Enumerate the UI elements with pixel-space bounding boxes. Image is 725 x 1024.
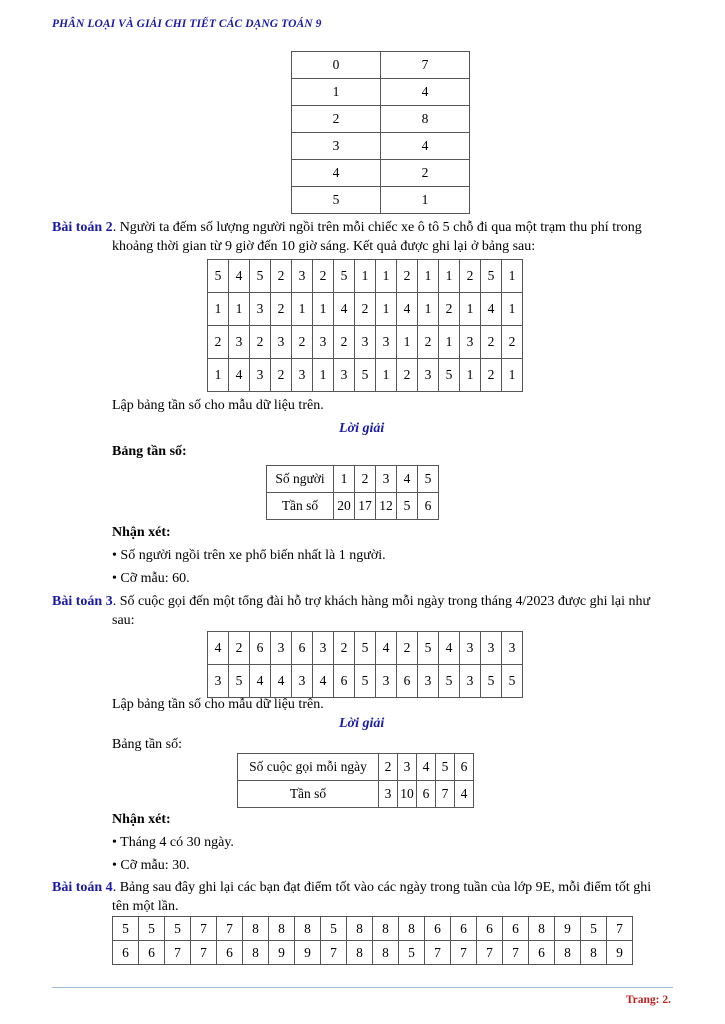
- grid-cell: 5: [229, 665, 250, 698]
- table-row: [208, 665, 523, 698]
- grid-cell: 1: [502, 359, 523, 392]
- grid-cell: 4: [250, 665, 271, 698]
- grid-cell: 2: [292, 326, 313, 359]
- problem-2-line-2: khoảng thời gian từ 9 giờ đến 10 giờ sáng. Kết quả được ghi lại ở bảng sau:: [112, 239, 536, 254]
- grid-cell: 8: [269, 917, 295, 941]
- grid-cell: 5: [502, 665, 523, 698]
- table-row: [113, 941, 633, 965]
- grid-cell: 2: [397, 260, 418, 293]
- table-row: [292, 133, 470, 160]
- problem-2-task: Lập bảng tần số cho mẫu dữ liệu trên.: [112, 398, 324, 413]
- grid-cell: 4: [313, 665, 334, 698]
- grid-cell: 7: [503, 941, 529, 965]
- grid-cell: 3: [313, 326, 334, 359]
- table-cell: 4: [381, 79, 470, 106]
- problem-2-remark-2: • Cỡ mẫu: 60.: [112, 571, 190, 586]
- grid-cell: 6: [529, 941, 555, 965]
- grid-cell: 5: [355, 359, 376, 392]
- grid-cell: 1: [376, 359, 397, 392]
- grid-cell: 8: [243, 917, 269, 941]
- grid-cell: 3: [502, 632, 523, 665]
- grid-cell: 7: [321, 941, 347, 965]
- grid-cell: 6: [477, 917, 503, 941]
- grid-cell: 3: [229, 326, 250, 359]
- table-cell: 3: [379, 781, 398, 808]
- problem-3-solution-heading: Lời giải: [339, 716, 385, 731]
- grid-cell: 1: [439, 260, 460, 293]
- problem-4-line-1: Bài toán 4. Bảng sau đây ghi lại các bạn đạt điểm tốt vào các ngày trong tuần của lớp 9E, mỗi điểm tốt ghi: [52, 880, 652, 895]
- table-cell: 1: [334, 466, 355, 493]
- problem-2-frequency-table: [266, 465, 439, 520]
- problem-2-line-1: Bài toán 2. Người ta đếm số lượng người ngồi trên mỗi chiếc xe ô tô 5 chỗ đi qua một trạm thu phí trong: [52, 220, 642, 235]
- table-cell: 5: [418, 466, 439, 493]
- problem-3-remark-1: • Tháng 4 có 30 ngày.: [112, 835, 234, 850]
- grid-cell: 1: [418, 293, 439, 326]
- grid-cell: 8: [529, 917, 555, 941]
- grid-cell: 2: [502, 326, 523, 359]
- table-cell: 4: [292, 160, 381, 187]
- grid-cell: 1: [460, 293, 481, 326]
- grid-cell: 2: [229, 632, 250, 665]
- grid-cell: 2: [439, 293, 460, 326]
- grid-cell: 3: [292, 665, 313, 698]
- grid-cell: 1: [439, 326, 460, 359]
- grid-cell: 8: [373, 917, 399, 941]
- grid-cell: 6: [292, 632, 313, 665]
- problem-2-solution-heading: Lời giải: [339, 421, 385, 436]
- problem-2-remark-title: Nhận xét:: [112, 525, 171, 540]
- grid-cell: 2: [271, 260, 292, 293]
- grid-cell: 2: [397, 632, 418, 665]
- grid-cell: 3: [334, 359, 355, 392]
- table-cell: 7: [436, 781, 455, 808]
- table-row: [208, 326, 523, 359]
- grid-cell: 6: [113, 941, 139, 965]
- grid-cell: 1: [397, 326, 418, 359]
- grid-cell: 2: [481, 359, 502, 392]
- problem-4-data-grid: [112, 916, 633, 965]
- table-cell: 1: [292, 79, 381, 106]
- grid-cell: 3: [271, 326, 292, 359]
- grid-cell: 4: [334, 293, 355, 326]
- grid-cell: 3: [418, 665, 439, 698]
- grid-cell: 6: [217, 941, 243, 965]
- grid-cell: 1: [376, 293, 397, 326]
- grid-cell: 3: [355, 326, 376, 359]
- grid-cell: 8: [373, 941, 399, 965]
- grid-cell: 4: [376, 632, 397, 665]
- grid-cell: 5: [355, 665, 376, 698]
- table-cell: 0: [292, 52, 381, 79]
- grid-cell: 3: [376, 665, 397, 698]
- footer-rule: [52, 987, 673, 988]
- table-cell: 20: [334, 493, 355, 520]
- row-header-cell: Tần số: [267, 493, 334, 520]
- grid-cell: 5: [439, 665, 460, 698]
- grid-cell: 4: [229, 359, 250, 392]
- grid-cell: 3: [460, 326, 481, 359]
- grid-cell: 2: [355, 293, 376, 326]
- grid-cell: 1: [313, 293, 334, 326]
- grid-cell: 1: [208, 359, 229, 392]
- table-cell: 6: [417, 781, 436, 808]
- grid-cell: 4: [397, 293, 418, 326]
- grid-cell: 7: [191, 941, 217, 965]
- grid-cell: 8: [555, 941, 581, 965]
- grid-cell: 9: [269, 941, 295, 965]
- grid-cell: 8: [399, 917, 425, 941]
- problem-3-data-grid: [207, 631, 523, 698]
- grid-cell: 1: [376, 260, 397, 293]
- grid-cell: 1: [313, 359, 334, 392]
- grid-cell: 9: [607, 941, 633, 965]
- grid-cell: 8: [347, 941, 373, 965]
- grid-cell: 4: [229, 260, 250, 293]
- grid-cell: 2: [313, 260, 334, 293]
- table-row: [238, 754, 474, 781]
- grid-cell: 1: [502, 293, 523, 326]
- table-cell: 12: [376, 493, 397, 520]
- grid-cell: 3: [460, 665, 481, 698]
- grid-cell: 5: [481, 260, 502, 293]
- grid-cell: 6: [250, 632, 271, 665]
- problem-3-remark-title: Nhận xét:: [112, 812, 171, 827]
- table-row: [292, 106, 470, 133]
- problem-3-label: Bài toán 3: [52, 594, 113, 609]
- grid-cell: 5: [165, 917, 191, 941]
- grid-cell: 3: [250, 293, 271, 326]
- grid-cell: 5: [250, 260, 271, 293]
- grid-cell: 8: [295, 917, 321, 941]
- grid-cell: 5: [334, 260, 355, 293]
- data-table-continued: [291, 51, 470, 214]
- grid-cell: 2: [271, 359, 292, 392]
- grid-cell: 5: [418, 632, 439, 665]
- problem-2-freq-title: Bảng tần số:: [112, 444, 187, 459]
- grid-cell: 4: [208, 632, 229, 665]
- grid-cell: 1: [355, 260, 376, 293]
- table-cell: 6: [455, 754, 474, 781]
- grid-cell: 5: [321, 917, 347, 941]
- grid-cell: 1: [208, 293, 229, 326]
- grid-cell: 3: [460, 632, 481, 665]
- grid-cell: 2: [334, 326, 355, 359]
- problem-2-label: Bài toán 2: [52, 220, 113, 235]
- grid-cell: 8: [347, 917, 373, 941]
- grid-cell: 5: [581, 917, 607, 941]
- grid-cell: 5: [113, 917, 139, 941]
- grid-cell: 8: [243, 941, 269, 965]
- grid-cell: 7: [217, 917, 243, 941]
- table-cell: 5: [397, 493, 418, 520]
- table-cell: 3: [398, 754, 417, 781]
- grid-cell: 5: [481, 665, 502, 698]
- grid-cell: 9: [555, 917, 581, 941]
- table-cell: 5: [436, 754, 455, 781]
- problem-3-frequency-table: [237, 753, 474, 808]
- grid-cell: 3: [208, 665, 229, 698]
- table-row: [208, 359, 523, 392]
- table-row: [267, 493, 439, 520]
- table-cell: 8: [381, 106, 470, 133]
- page-number: Trang: 2.: [625, 994, 671, 1006]
- table-cell: 6: [418, 493, 439, 520]
- table-cell: 3: [376, 466, 397, 493]
- problem-4-label: Bài toán 4: [52, 880, 113, 895]
- grid-cell: 6: [451, 917, 477, 941]
- grid-cell: 6: [425, 917, 451, 941]
- grid-cell: 1: [229, 293, 250, 326]
- grid-cell: 2: [418, 326, 439, 359]
- problem-3-remark-2: • Cỡ mẫu: 30.: [112, 858, 190, 873]
- table-cell: 4: [381, 133, 470, 160]
- grid-cell: 6: [503, 917, 529, 941]
- grid-cell: 2: [208, 326, 229, 359]
- table-cell: 10: [398, 781, 417, 808]
- row-header-cell: Số người: [267, 466, 334, 493]
- grid-cell: 7: [191, 917, 217, 941]
- problem-3-task: Lập bảng tần số cho mẫu dữ liệu trên.: [112, 697, 324, 712]
- grid-cell: 3: [376, 326, 397, 359]
- grid-cell: 2: [460, 260, 481, 293]
- grid-cell: 1: [502, 260, 523, 293]
- grid-cell: 6: [139, 941, 165, 965]
- table-cell: 2: [355, 466, 376, 493]
- grid-cell: 6: [397, 665, 418, 698]
- table-cell: 3: [292, 133, 381, 160]
- grid-cell: 9: [295, 941, 321, 965]
- grid-cell: 5: [208, 260, 229, 293]
- grid-cell: 2: [271, 293, 292, 326]
- table-cell: 17: [355, 493, 376, 520]
- table-cell: 2: [292, 106, 381, 133]
- page-header: PHÂN LOẠI VÀ GIẢI CHI TIẾT CÁC DẠNG TOÁN 9: [52, 18, 322, 30]
- grid-cell: 2: [334, 632, 355, 665]
- table-row: [113, 917, 633, 941]
- grid-cell: 2: [397, 359, 418, 392]
- table-cell: 7: [381, 52, 470, 79]
- grid-cell: 7: [451, 941, 477, 965]
- grid-cell: 5: [139, 917, 165, 941]
- problem-2-remark-1: • Số người ngồi trên xe phổ biến nhất là 1 người.: [112, 548, 386, 563]
- table-cell: 4: [455, 781, 474, 808]
- grid-cell: 1: [460, 359, 481, 392]
- grid-cell: 3: [250, 359, 271, 392]
- table-row: [238, 781, 474, 808]
- table-row: [292, 79, 470, 106]
- grid-cell: 6: [334, 665, 355, 698]
- table-row: [292, 160, 470, 187]
- problem-3-freq-title: Bảng tần số:: [112, 737, 182, 752]
- grid-cell: 4: [481, 293, 502, 326]
- grid-cell: 3: [292, 260, 313, 293]
- grid-cell: 4: [271, 665, 292, 698]
- grid-cell: 7: [425, 941, 451, 965]
- table-row: [208, 632, 523, 665]
- table-cell: 2: [381, 160, 470, 187]
- table-row: [292, 187, 470, 214]
- table-row: [267, 466, 439, 493]
- grid-cell: 8: [581, 941, 607, 965]
- grid-cell: 5: [399, 941, 425, 965]
- grid-cell: 3: [292, 359, 313, 392]
- table-row: [208, 260, 523, 293]
- table-cell: 4: [397, 466, 418, 493]
- grid-cell: 4: [439, 632, 460, 665]
- table-cell: 4: [417, 754, 436, 781]
- grid-cell: 7: [607, 917, 633, 941]
- table-row: [292, 52, 470, 79]
- problem-4-line-2: tên một lần.: [112, 899, 179, 914]
- grid-cell: 5: [439, 359, 460, 392]
- table-cell: 1: [381, 187, 470, 214]
- row-header-cell: Số cuộc gọi mỗi ngày: [238, 754, 379, 781]
- grid-cell: 3: [418, 359, 439, 392]
- grid-cell: 1: [292, 293, 313, 326]
- grid-cell: 5: [355, 632, 376, 665]
- row-header-cell: Tần số: [238, 781, 379, 808]
- grid-cell: 2: [481, 326, 502, 359]
- problem-3-line-1: Bài toán 3. Số cuộc gọi đến một tổng đài hỗ trợ khách hàng mỗi ngày trong tháng 4/2023 được ghi lại như: [52, 594, 651, 609]
- grid-cell: 7: [165, 941, 191, 965]
- problem-3-line-2: sau:: [112, 613, 135, 628]
- problem-2-data-grid: [207, 259, 523, 392]
- grid-cell: 2: [250, 326, 271, 359]
- table-cell: 2: [379, 754, 398, 781]
- grid-cell: 3: [313, 632, 334, 665]
- grid-cell: 3: [271, 632, 292, 665]
- grid-cell: 7: [477, 941, 503, 965]
- grid-cell: 3: [481, 632, 502, 665]
- table-cell: 5: [292, 187, 381, 214]
- grid-cell: 1: [418, 260, 439, 293]
- table-row: [208, 293, 523, 326]
